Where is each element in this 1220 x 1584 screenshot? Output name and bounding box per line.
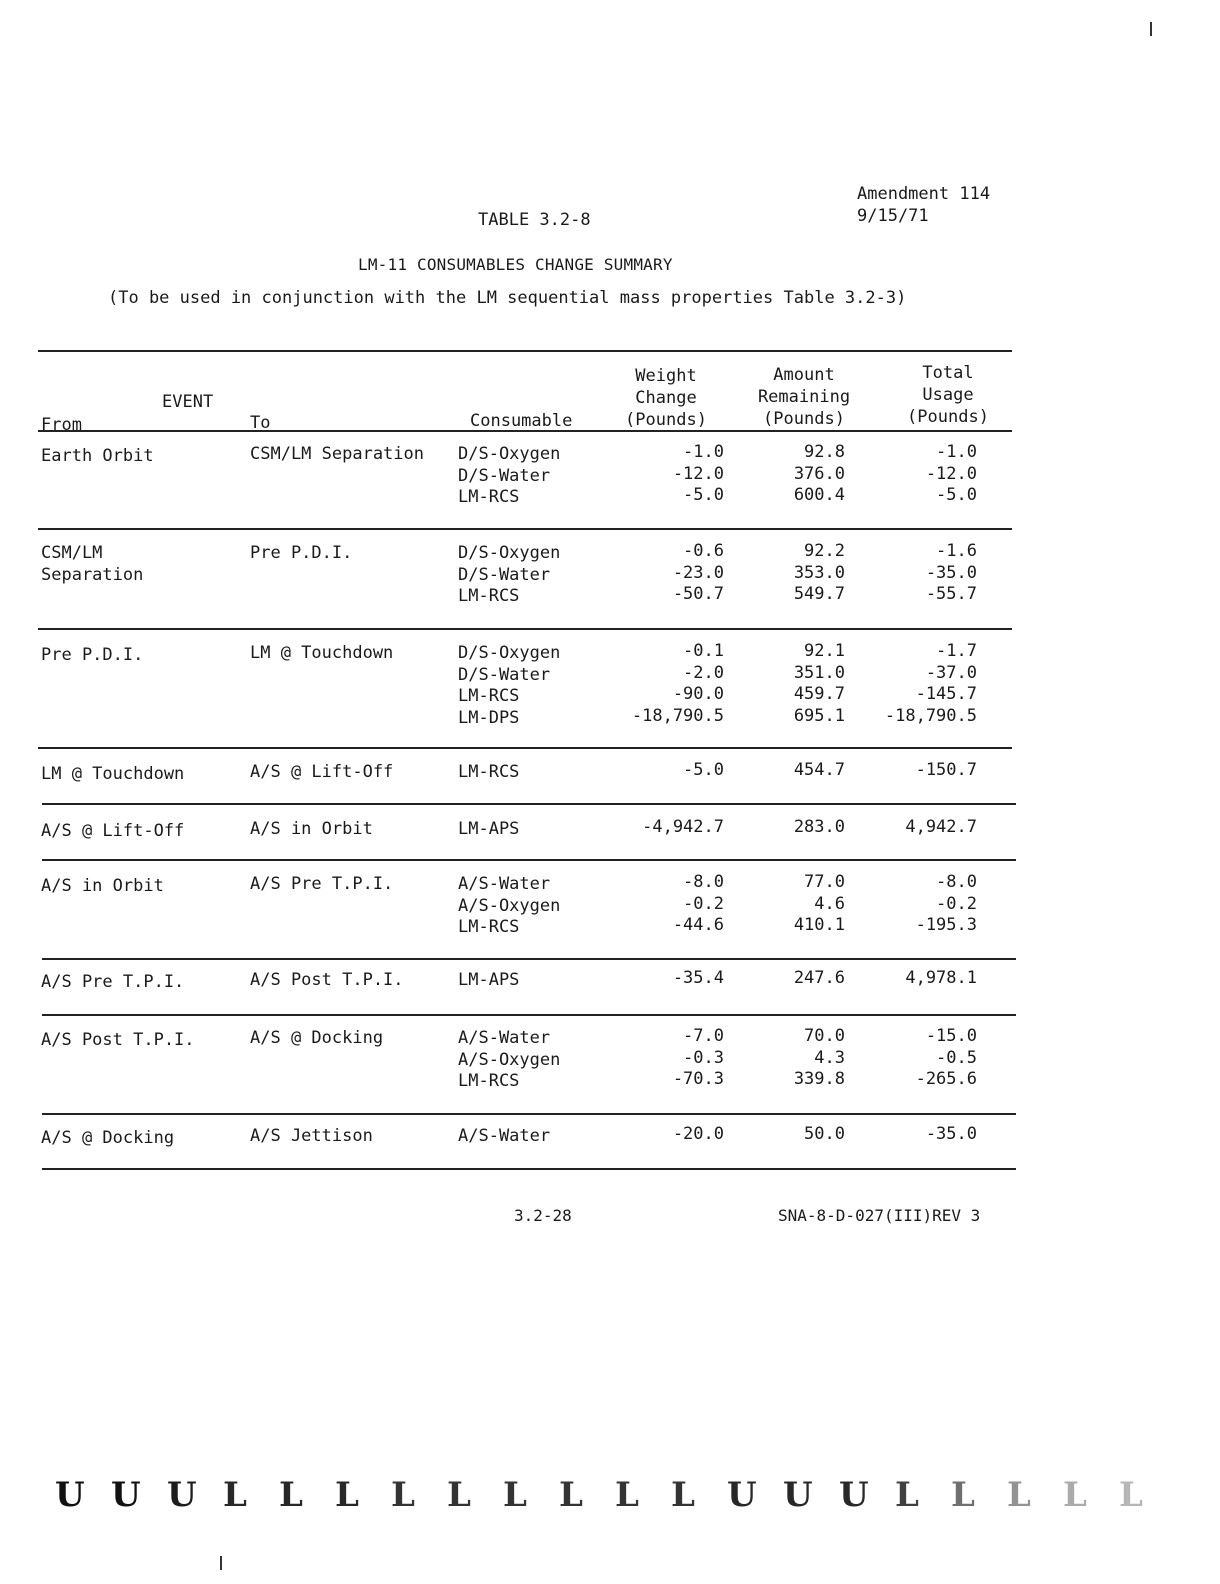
consumable-cell: A/S-Oxygen bbox=[458, 1049, 561, 1070]
event-to: A/S Jettison bbox=[250, 1126, 373, 1146]
total-usage-cell: -1.7 bbox=[936, 641, 977, 661]
total-usage-cell: -35.0 bbox=[925, 562, 977, 583]
event-from: Pre P.D.I. bbox=[41, 645, 144, 665]
weight-change-cell: -0.6 bbox=[683, 541, 724, 561]
table-title: LM-11 CONSUMABLES CHANGE SUMMARY bbox=[358, 255, 673, 274]
weight-change-cell: -50.7 bbox=[672, 584, 724, 604]
weight-change-cell: -5.0 bbox=[683, 485, 724, 505]
group-separator-rule bbox=[38, 528, 1012, 530]
weight-change-cell: -23.0 bbox=[672, 562, 724, 583]
weight-change-cell: -8.0 bbox=[683, 872, 724, 892]
total-usage-cell: -15.0 bbox=[925, 1026, 977, 1046]
consumable-cell: LM-RCS bbox=[458, 686, 520, 706]
consumable-cell: D/S-Water bbox=[458, 465, 551, 486]
consumable-cell: LM-RCS bbox=[458, 487, 520, 507]
event-from: CSM/LM Separation bbox=[41, 543, 144, 585]
group-separator-rule bbox=[42, 859, 1016, 861]
sprocket-mark: L bbox=[503, 1475, 527, 1515]
sprocket-mark: L bbox=[1119, 1475, 1143, 1515]
consumable-cell: A/S-Oxygen bbox=[458, 895, 561, 916]
total-usage-cell: -150.7 bbox=[915, 760, 977, 780]
group-separator-rule bbox=[38, 628, 1012, 630]
amount-remaining-cell: 351.0 bbox=[793, 662, 845, 683]
sprocket-mark: U bbox=[839, 1475, 869, 1515]
sprocket-mark: L bbox=[671, 1475, 695, 1515]
amount-remaining-cell: 454.7 bbox=[793, 760, 845, 780]
event-from: LM @ Touchdown bbox=[41, 764, 185, 784]
sprocket-mark: L bbox=[391, 1475, 415, 1515]
weight-change-cell: -5.0 bbox=[683, 760, 724, 780]
amount-remaining-cell: 600.4 bbox=[793, 485, 845, 505]
total-usage-cell: -265.6 bbox=[915, 1069, 977, 1089]
amount-remaining-cell: 92.2 bbox=[804, 541, 845, 561]
consumable-cell: D/S-Oxygen bbox=[458, 444, 561, 464]
event-to: CSM/LM Separation bbox=[250, 444, 424, 464]
column-header-total-usage bbox=[902, 362, 994, 428]
group-separator-rule bbox=[42, 1014, 1016, 1016]
total-usage-line-2: Usage bbox=[922, 385, 974, 405]
consumable-cell: D/S-Water bbox=[458, 664, 551, 685]
amount-remaining-cell: 410.1 bbox=[793, 915, 845, 935]
weight-change-cell: -1.0 bbox=[683, 442, 724, 462]
group-separator-rule bbox=[42, 803, 1016, 805]
event-to: A/S @ Docking bbox=[250, 1028, 384, 1048]
weight-change-cell: -0.3 bbox=[683, 1047, 724, 1068]
weight-change-cell: -0.2 bbox=[683, 893, 724, 914]
total-usage-line-1: Total bbox=[922, 363, 974, 383]
total-usage-line-3: (Pounds) bbox=[907, 407, 989, 427]
sprocket-mark: L bbox=[1063, 1475, 1087, 1515]
event-from: A/S Pre T.P.I. bbox=[41, 972, 185, 992]
amount-remaining-cell: 247.6 bbox=[793, 968, 845, 988]
consumable-cell: A/S-Water bbox=[458, 1028, 551, 1048]
total-usage-cell: -5.0 bbox=[936, 485, 977, 505]
column-header-consumable: Consumable bbox=[470, 411, 573, 431]
group-separator-rule bbox=[42, 1168, 1016, 1170]
weight-change-cell: -4,942.7 bbox=[642, 817, 724, 837]
scan-edge-mark bbox=[220, 1556, 222, 1570]
weight-change-cell: -35.4 bbox=[672, 968, 724, 988]
weight-change-cell: -18,790.5 bbox=[631, 705, 724, 726]
event-to: A/S in Orbit bbox=[250, 819, 373, 839]
amount-remaining-cell: 376.0 bbox=[793, 463, 845, 484]
total-usage-cell: 4,942.7 bbox=[905, 817, 977, 837]
sprocket-mark: U bbox=[55, 1475, 85, 1515]
consumable-cell: LM-RCS bbox=[458, 917, 520, 937]
amount-remaining-cell: 50.0 bbox=[804, 1124, 845, 1144]
amount-remaining-cell: 4.6 bbox=[814, 893, 845, 914]
column-header-to: To bbox=[250, 413, 271, 433]
table-top-rule bbox=[38, 350, 1012, 352]
weight-change-cell: -44.6 bbox=[672, 915, 724, 935]
group-separator-rule bbox=[42, 958, 1016, 960]
weight-change-line-2: Change bbox=[635, 388, 697, 408]
document-id: SNA-8-D-027(III)REV 3 bbox=[778, 1206, 981, 1225]
total-usage-cell: -1.0 bbox=[936, 442, 977, 462]
page-number: 3.2-28 bbox=[514, 1206, 572, 1225]
group-separator-rule bbox=[38, 747, 1012, 749]
total-usage-cell: -0.2 bbox=[936, 893, 977, 914]
amendment-label: Amendment 114 bbox=[857, 184, 991, 204]
event-to: A/S Pre T.P.I. bbox=[250, 874, 394, 894]
event-to: A/S @ Lift-Off bbox=[250, 762, 394, 782]
weight-change-line-1: Weight bbox=[635, 366, 697, 386]
amount-remaining-cell: 353.0 bbox=[793, 562, 845, 583]
event-to: A/S Post T.P.I. bbox=[250, 970, 404, 990]
sprocket-mark: L bbox=[335, 1475, 359, 1515]
amount-remaining-cell: 77.0 bbox=[804, 872, 845, 892]
total-usage-cell: 4,978.1 bbox=[905, 968, 977, 988]
sprocket-mark: L bbox=[279, 1475, 303, 1515]
consumable-cell: LM-RCS bbox=[458, 762, 520, 782]
amount-remaining-cell: 549.7 bbox=[793, 584, 845, 604]
total-usage-cell: -0.5 bbox=[936, 1047, 977, 1068]
weight-change-line-3: (Pounds) bbox=[625, 410, 707, 430]
column-header-amount-remaining bbox=[748, 364, 860, 430]
consumable-cell: D/S-Oxygen bbox=[458, 543, 561, 563]
consumable-cell: A/S-Water bbox=[458, 1126, 551, 1146]
total-usage-cell: -35.0 bbox=[925, 1124, 977, 1144]
consumable-cell: LM-RCS bbox=[458, 586, 520, 606]
group-separator-rule bbox=[42, 1113, 1016, 1115]
sprocket-mark: U bbox=[167, 1475, 197, 1515]
sprocket-mark: L bbox=[447, 1475, 471, 1515]
event-to: Pre P.D.I. bbox=[250, 543, 353, 563]
amount-remaining-cell: 92.8 bbox=[804, 442, 845, 462]
event-to: LM @ Touchdown bbox=[250, 643, 394, 663]
sprocket-mark: L bbox=[1007, 1475, 1031, 1515]
total-usage-cell: -1.6 bbox=[936, 541, 977, 561]
sprocket-mark: L bbox=[223, 1475, 247, 1515]
amount-remaining-line-1: Amount bbox=[773, 365, 835, 385]
sprocket-mark: U bbox=[783, 1475, 813, 1515]
consumable-cell: LM-RCS bbox=[458, 1071, 520, 1091]
consumable-cell: LM-DPS bbox=[458, 707, 520, 728]
total-usage-cell: -145.7 bbox=[915, 684, 977, 704]
total-usage-cell: -195.3 bbox=[915, 915, 977, 935]
event-from: A/S in Orbit bbox=[41, 876, 164, 896]
event-from: A/S @ Docking bbox=[41, 1128, 175, 1148]
amount-remaining-cell: 4.3 bbox=[814, 1047, 845, 1068]
sprocket-mark: L bbox=[951, 1475, 975, 1515]
amount-remaining-cell: 92.1 bbox=[804, 641, 845, 661]
consumable-cell: D/S-Oxygen bbox=[458, 643, 561, 663]
table-subtitle: (To be used in conjunction with the LM sequential mass properties Table 3.2-3) bbox=[108, 288, 907, 308]
event-from: Earth Orbit bbox=[41, 446, 154, 466]
film-sprocket-marks bbox=[55, 1475, 1165, 1518]
consumable-cell: LM-APS bbox=[458, 970, 520, 990]
total-usage-cell: -55.7 bbox=[925, 584, 977, 604]
sprocket-mark: L bbox=[895, 1475, 919, 1515]
weight-change-cell: -90.0 bbox=[672, 684, 724, 704]
amount-remaining-cell: 339.8 bbox=[793, 1069, 845, 1089]
amendment-date: 9/15/71 bbox=[857, 206, 929, 226]
amount-remaining-line-2: Remaining bbox=[757, 387, 851, 407]
sprocket-mark: L bbox=[615, 1475, 639, 1515]
header-underline bbox=[38, 430, 1012, 432]
weight-change-cell: -20.0 bbox=[672, 1124, 724, 1144]
total-usage-cell: -12.0 bbox=[925, 463, 977, 484]
amount-remaining-cell: 283.0 bbox=[793, 817, 845, 837]
table-number: TABLE 3.2-8 bbox=[478, 210, 591, 230]
weight-change-cell: -70.3 bbox=[672, 1069, 724, 1089]
total-usage-cell: -8.0 bbox=[936, 872, 977, 892]
consumable-cell: D/S-Water bbox=[458, 564, 551, 585]
amount-remaining-cell: 459.7 bbox=[793, 684, 845, 704]
column-header-event: EVENT bbox=[162, 392, 214, 412]
consumable-cell: A/S-Water bbox=[458, 874, 551, 894]
scan-edge-mark bbox=[1150, 22, 1152, 36]
weight-change-cell: -7.0 bbox=[683, 1026, 724, 1046]
total-usage-cell: -18,790.5 bbox=[884, 705, 977, 726]
total-usage-cell: -37.0 bbox=[925, 662, 977, 683]
weight-change-cell: -0.1 bbox=[683, 641, 724, 661]
weight-change-cell: -12.0 bbox=[672, 463, 724, 484]
consumable-cell: LM-APS bbox=[458, 819, 520, 839]
amount-remaining-cell: 70.0 bbox=[804, 1026, 845, 1046]
column-header-weight-change bbox=[616, 365, 716, 431]
event-from: A/S Post T.P.I. bbox=[41, 1030, 195, 1050]
sprocket-mark: L bbox=[559, 1475, 583, 1515]
sprocket-mark: U bbox=[111, 1475, 141, 1515]
amount-remaining-line-3: (Pounds) bbox=[763, 409, 845, 429]
amount-remaining-cell: 695.1 bbox=[793, 705, 845, 726]
weight-change-cell: -2.0 bbox=[683, 662, 724, 683]
sprocket-mark: U bbox=[727, 1475, 757, 1515]
event-from: A/S @ Lift-Off bbox=[41, 821, 185, 841]
column-header-from: From bbox=[41, 415, 82, 435]
